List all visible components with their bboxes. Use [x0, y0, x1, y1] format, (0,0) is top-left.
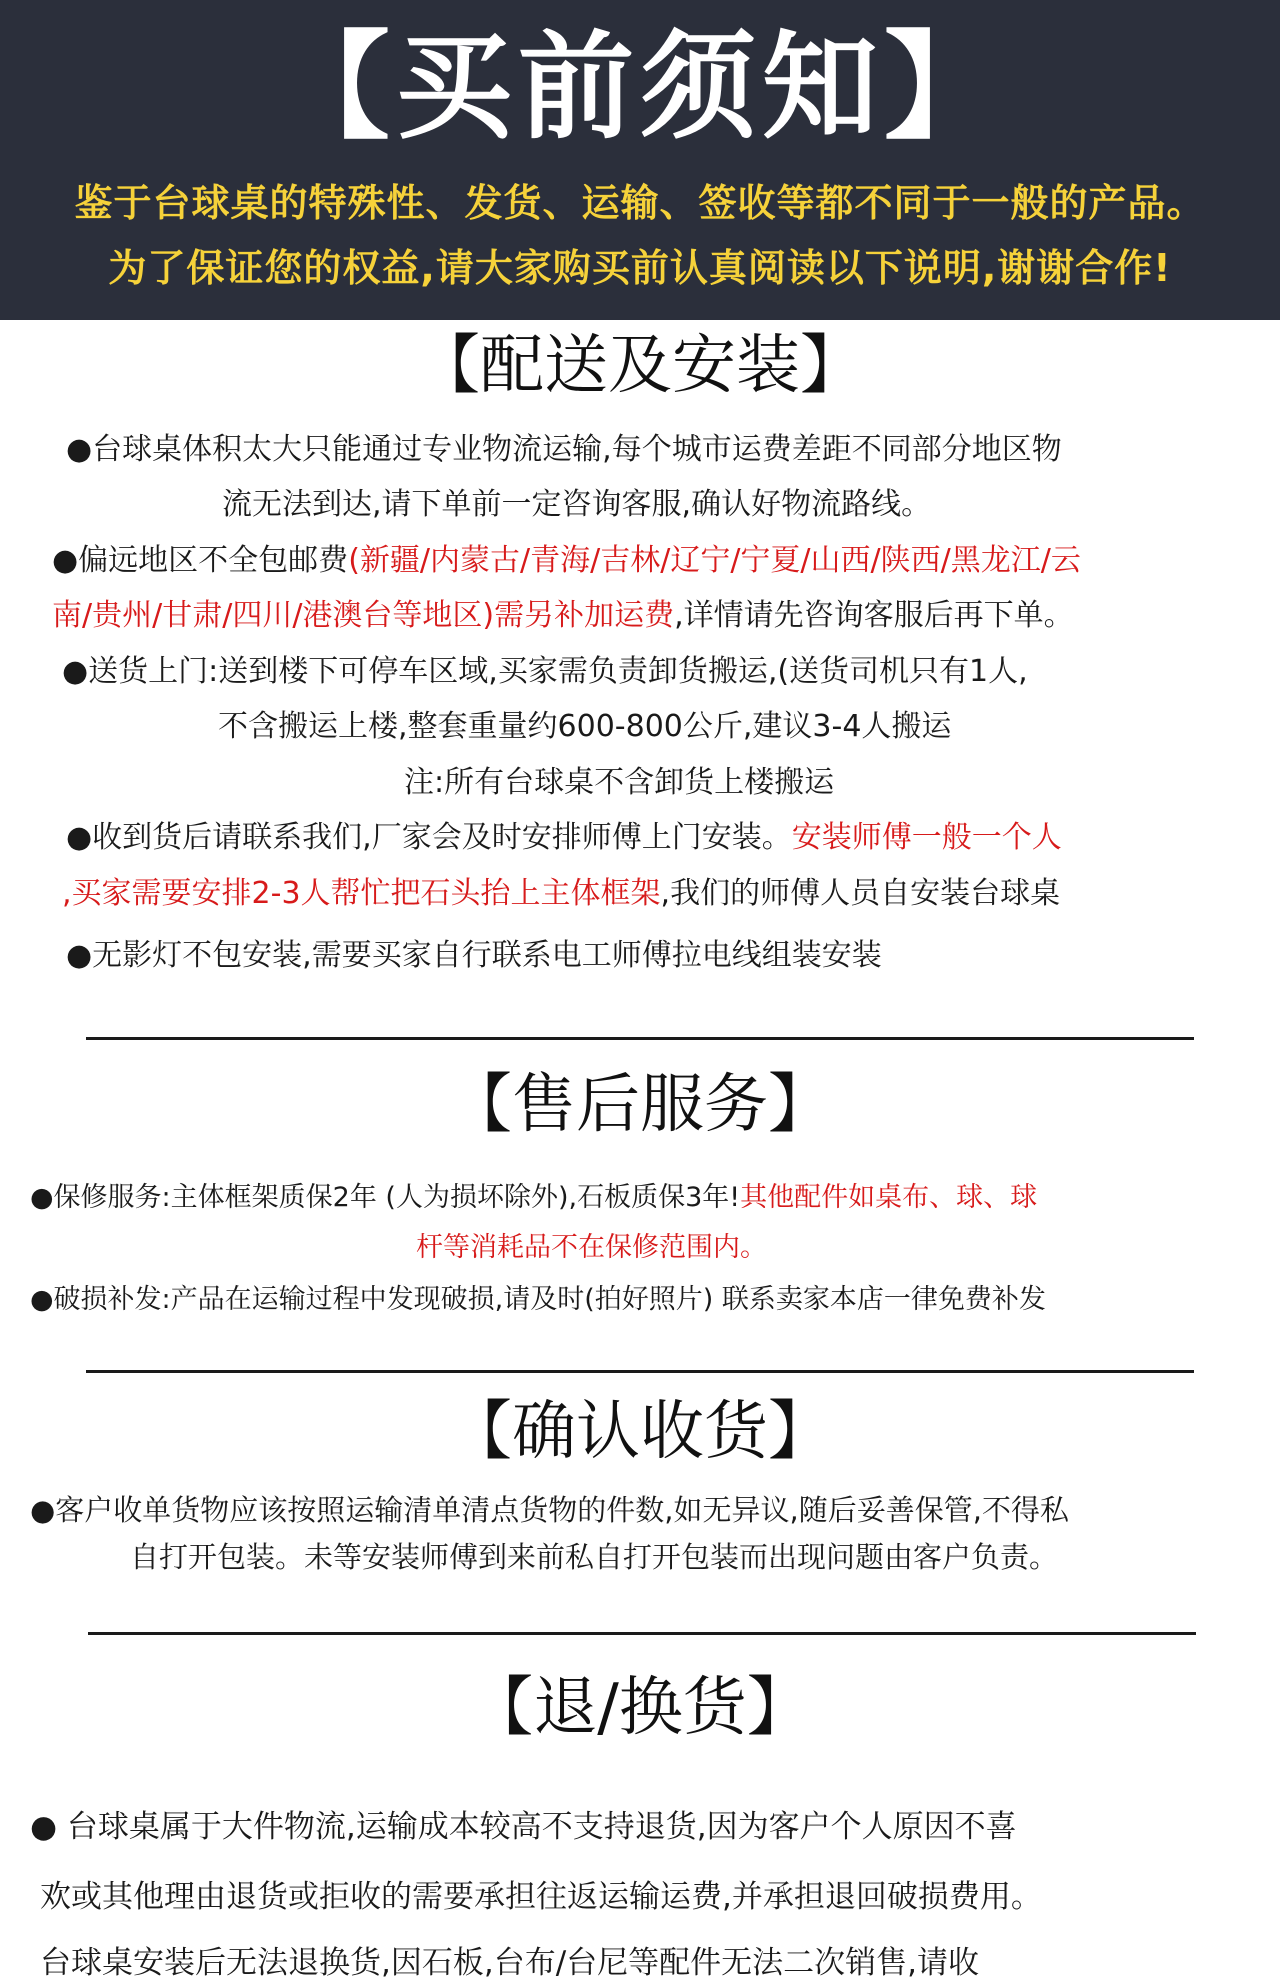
delivery-bullet-1-line-2: 流无法到达,请下单前一定咨询客服,确认好物流路线。 [222, 487, 932, 522]
receipt-line-1: ●客户收单货物应该按照运输清单清点货物的件数,如无异议,随后妥善保管,不得私 [30, 1493, 1069, 1527]
delivery-bullet-3-line-1: ●送货上门:送到楼下可停车区域,买家需负责卸货搬运,(送货司机只有1人, [62, 654, 1028, 689]
remote-regions-highlight-cont: 南/贵州/甘肃/四川/港澳台等地区)需另补加运费 [52, 598, 675, 633]
section-title-receipt: 【确认收货】 [448, 1395, 832, 1469]
section-title-aftersales: 【售后服务】 [448, 1068, 832, 1142]
notice-banner [0, 0, 1280, 320]
delivery-bullet-2-text: ●偏远地区不全包邮费 [52, 543, 349, 578]
receipt-line-2: 自打开包装。未等安装师傅到来前私自打开包装而出现问题由客户负责。 [130, 1540, 1059, 1574]
returns-line-1: ● 台球桌属于大件物流,运输成本较高不支持退货,因为客户个人原因不喜 [30, 1809, 1017, 1845]
banner-subtitle-line-2: 为了保证您的权益,请大家购买前认真阅读以下说明,谢谢合作! [108, 246, 1172, 290]
aftersales-warranty-line-2: 杆等消耗品不在保修范围内。 [416, 1232, 767, 1263]
section-divider [88, 1632, 1196, 1635]
installer-highlight-cont: ,买家需要安排2-3人帮忙把石头抬上主体框架 [62, 876, 661, 911]
installer-highlight: 安装师傅一般一个人 [791, 820, 1062, 855]
delivery-bullet-5: ●无影灯不包安装,需要买家自行联系电工师傅拉电线组装安装 [66, 938, 882, 973]
returns-line-2: 欢或其他理由退货或拒收的需要承担往返运输运费,并承担退回破损费用。 [40, 1879, 1042, 1915]
delivery-bullet-4-line-2 [62, 874, 1060, 914]
delivery-bullet-4-text: ●收到货后请联系我们,厂家会及时安排师傅上门安装。 [66, 820, 792, 855]
section-title-returns: 【退/换货】 [469, 1671, 811, 1745]
delivery-bullet-4-suffix: ,我们的师傅人员自安装台球桌 [660, 876, 1061, 911]
banner-subtitle-line-1: 鉴于台球桌的特殊性、发货、运输、签收等都不同于一般的产品。 [74, 181, 1206, 225]
section-title-delivery: 【配送及安装】 [416, 329, 864, 403]
delivery-bullet-2-suffix: ,详情请先咨询客服后再下单。 [674, 598, 1074, 633]
aftersales-damage-replacement: ●破损补发:产品在运输过程中发现破损,请及时(拍好照片) 联系卖家本店一律免费补发 [30, 1284, 1046, 1315]
aftersales-warranty-line-1 [30, 1180, 1037, 1216]
warranty-exclusion-highlight: 其他配件如桌布、球、球 [740, 1182, 1038, 1213]
delivery-bullet-4-line-1 [66, 818, 1062, 858]
banner-title: 【买前须知】 [274, 20, 1006, 155]
delivery-bullet-1-line-1: ●台球桌体积太大只能通过专业物流运输,每个城市运费差距不同部分地区物 [66, 432, 1062, 467]
delivery-bullet-2-line-1 [52, 541, 1081, 581]
remote-regions-highlight: (新疆/内蒙古/青海/吉林/辽宁/宁夏/山西/陕西/黑龙江/云 [348, 543, 1081, 578]
returns-line-3: 台球桌安装后无法退换货,因石板,台布/台尼等配件无法二次销售,请收 [40, 1945, 980, 1981]
delivery-note: 注:所有台球桌不含卸货上楼搬运 [404, 765, 835, 800]
delivery-bullet-3-line-2: 不含搬运上楼,整套重量约600-800公斤,建议3-4人搬运 [218, 709, 952, 744]
section-divider [86, 1370, 1194, 1373]
delivery-bullet-2-line-2 [52, 596, 1074, 636]
section-divider [86, 1037, 1194, 1040]
warranty-text: ●保修服务:主体框架质保2年 (人为损坏除外),石板质保3年! [30, 1182, 741, 1213]
